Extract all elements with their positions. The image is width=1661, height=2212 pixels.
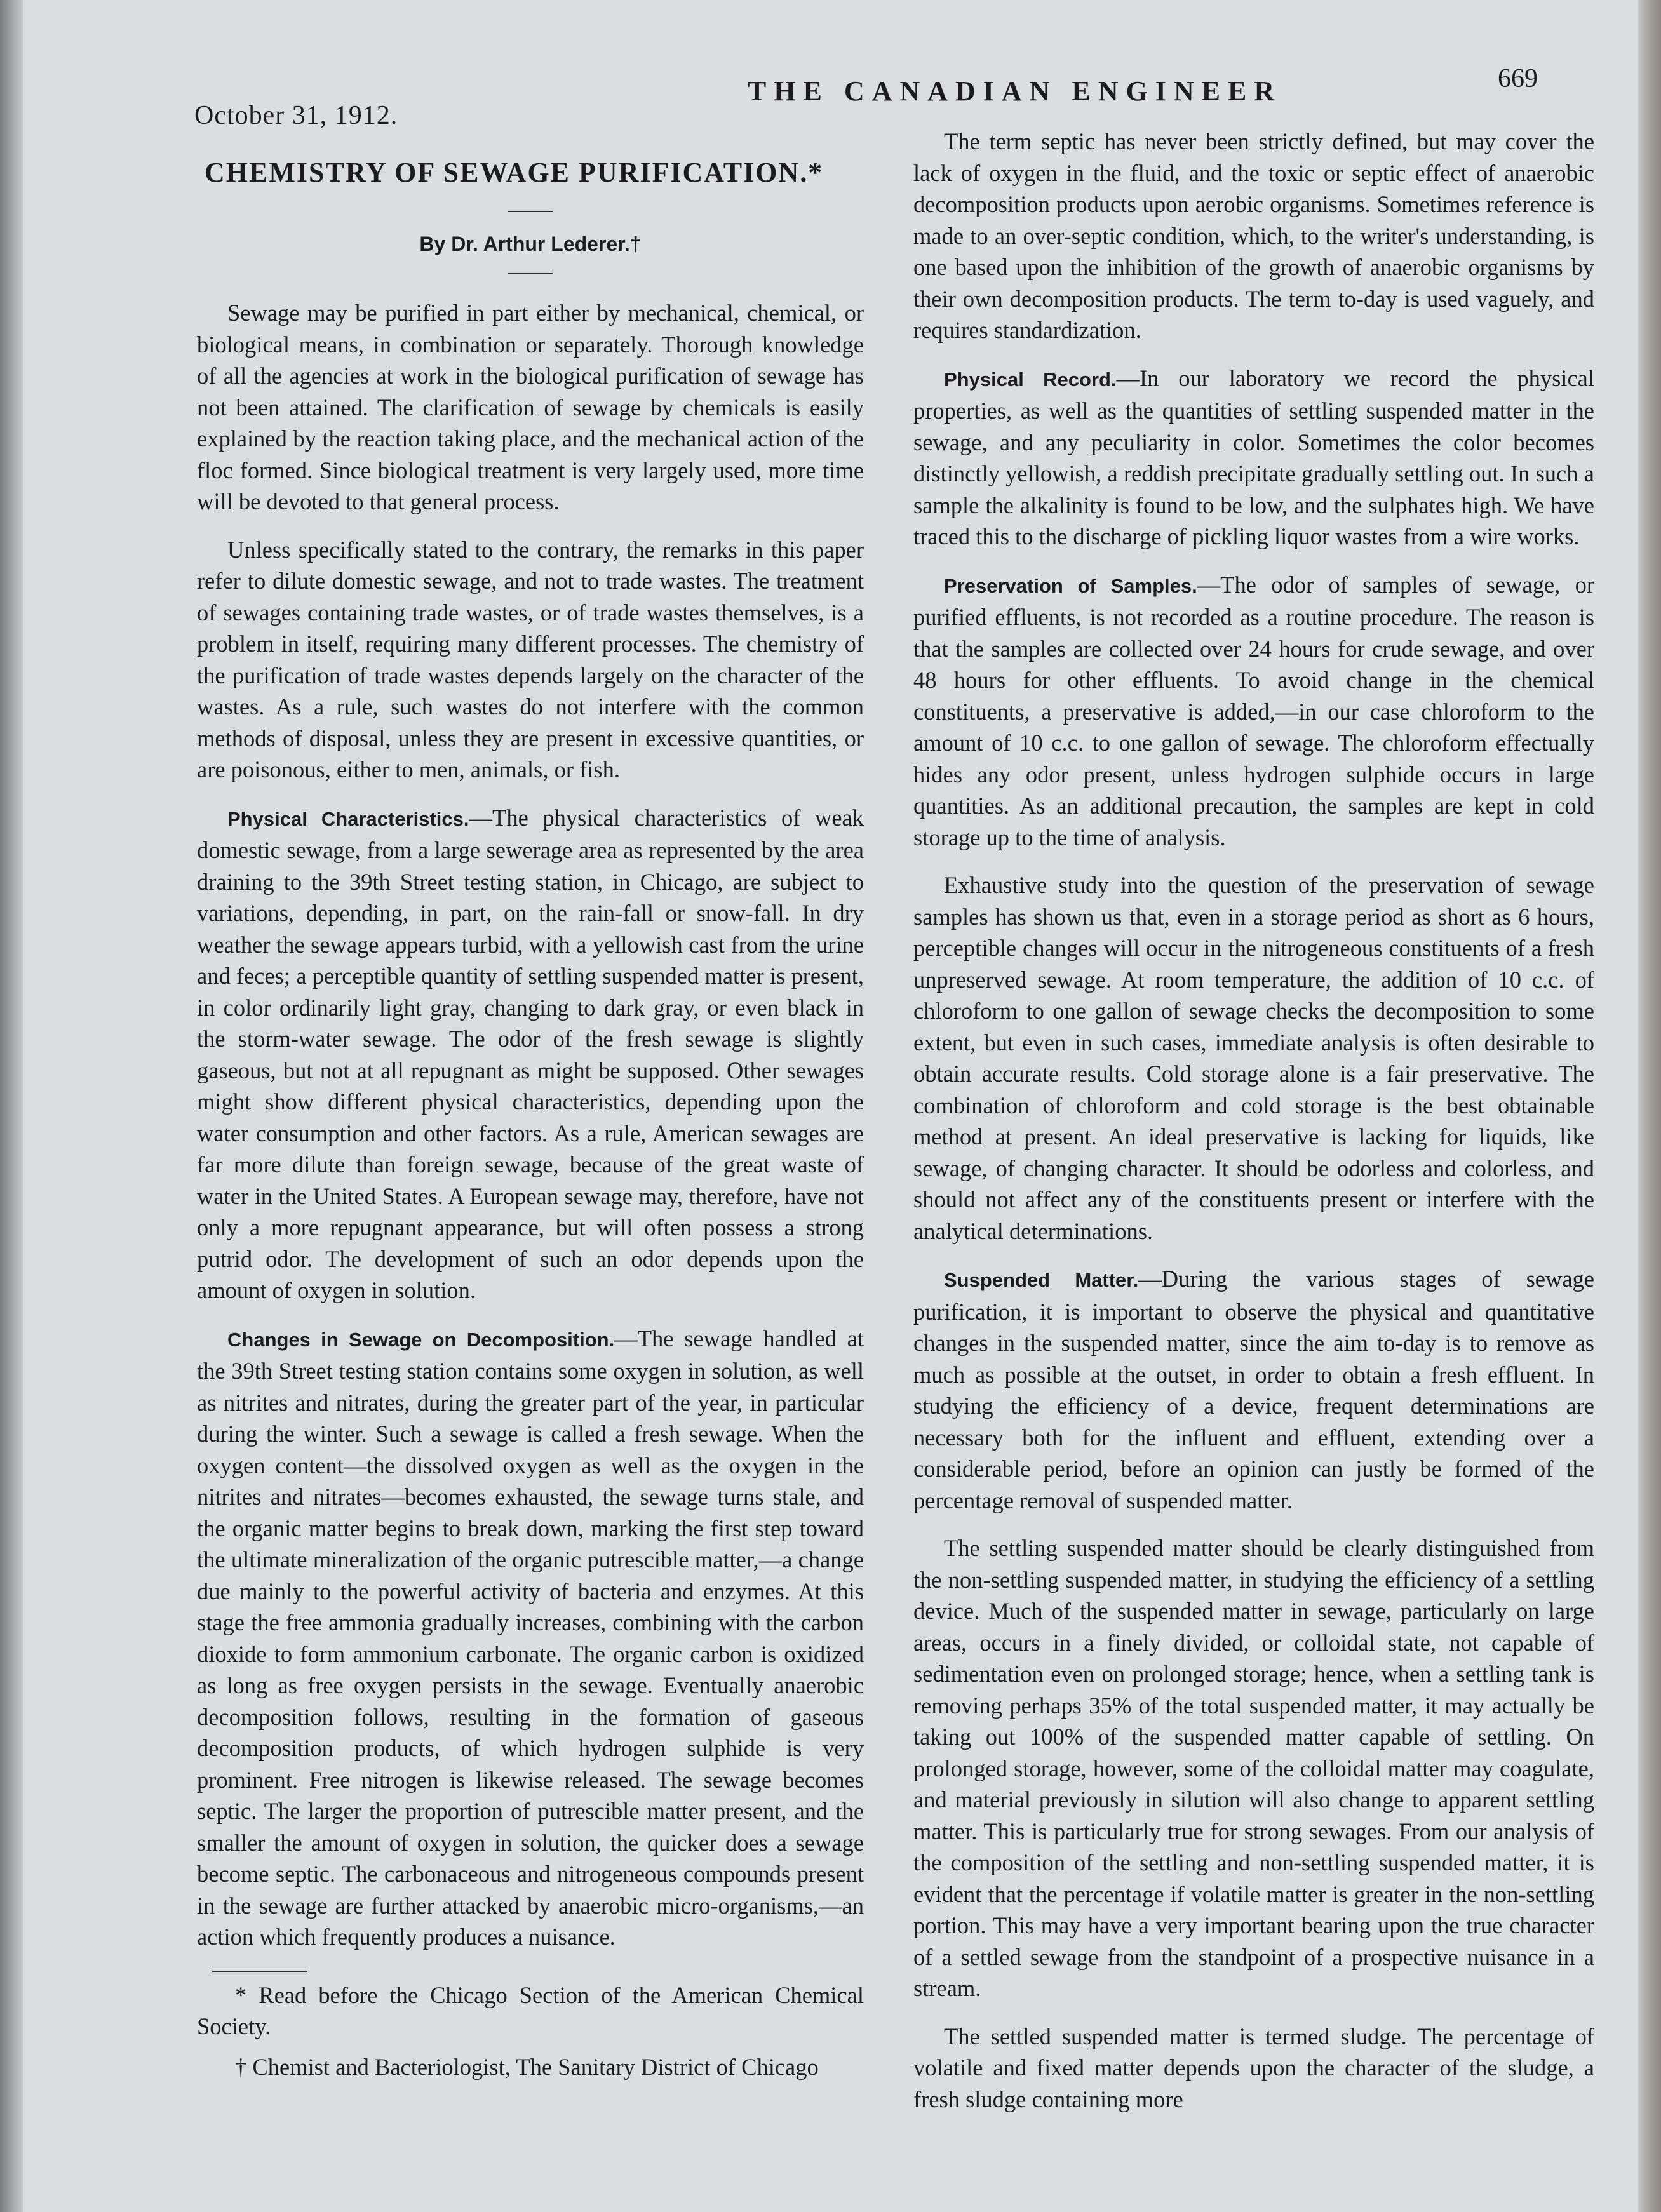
paragraph-sludge: The settled suspended matter is termed sludge. The percentage of volatile and fixed matter depends upon the character of the sludge, a fresh sludge containing more xyxy=(913,2023,1594,2112)
section-heading: Physical Characteristics. xyxy=(227,807,469,830)
section-physical-characteristics xyxy=(197,802,864,1306)
footnote-read-before: * Read before the Chicago Section of the American Chemical Society. xyxy=(197,1981,864,2039)
section-body: —The physical characteristics of weak domestic sewage, from a large sewerage area as represented by the area draining to the 39th Street testing station, in Chicago, are subject to variations, depending, in part, on the rain-fall or snow-fall. In dry weather the sewage appears turbid, with a yellowish cast from the urine and feces; a perceptible quantity of settling suspended matter is present, in color ordinarily light gray, changing to dark gray, or even black in the storm-water sewage. The odor of the fresh sewage is slightly gaseous, but not at all repugnant as might be supposed. Other sewages might show different physical characteristics, depending upon the water consumption and other factors. As a rule, American sewages are far more dilute than foreign sewage, because of the great waste of water in the United States. A European sewage may, therefore, have not only a more repugnant appearance, but will often possess a strong putrid odor. The development of such an odor depends upon the amount of oxygen in solution. xyxy=(197,804,864,1303)
page-edge-shadow xyxy=(1638,0,1661,2212)
title-rule xyxy=(508,211,553,212)
section-body: —In our laboratory we record the physical properties, as well as the quantities of settling suspended matter in the sewage, and any peculiarity in color. Sometimes the color becomes distinctly yellowish, a reddish precipitate gradually settling out. In such a sample the alkalinity is found to be low, and the sulphates high. We have traced this to the discharge of pickling liquor wastes from a wire works. xyxy=(913,365,1594,549)
page-number: 669 xyxy=(1498,64,1538,93)
section-body: —During the various stages of sewage purification, it is important to observe the physical and quantitative changes in the suspended matter, since the aim to-day is to remove as much as possible at the outset, in order to obtain a fresh effluent. In studying the efficiency of a device, frequent determinations are necessary both for the influent and effluent, extending over a considerable period, before an opinion can justly be formed of the percentage removal of suspended matter. xyxy=(913,1266,1595,1513)
paragraph-septic-definition: The term septic has never been strictly defined, but may cover the lack of oxygen in the fluid, and the toxic or septic effect of anaerobic decomposition products upon aerobic organisms. Sometimes reference is made to an over-septic condition, which, to the writer's understanding, is one based upon the inhibition of the growth of anaerobic organisms by their own decomposition products. The term to-day is used vaguely, and requires standardization. xyxy=(913,128,1594,343)
paragraph-settling-matter: The settling suspended matter should be clearly distinguished from the non-settling suspended matter, in studying the efficiency of a settling device. Much of the suspended matter in sewage, particularly on large areas, occurs in a finely divided, or colloidal state, not capable of sedimentation even on prolonged storage; hence, when a settling tank is removing perhaps 35% of the total suspended matter, it may actually be taking out 100% of the suspended matter capable of settling. On prolonged storage, however, some of the colloidal matter may coagulate, and material previously in silution will also change to apparent settling matter. This is particularly true for strong sewages. From our analysis of the composition of the settling and non-settling suspended matter, it is evident that the percentage if volatile matter is greater in the non-settling portion. This may have a very important bearing upon the true character of a settled sewage from the standpoint of a prospective nuisance in a stream. xyxy=(913,1535,1594,2001)
right-column xyxy=(913,126,1594,2115)
left-column xyxy=(197,154,864,2082)
footnote-rule xyxy=(212,1971,307,1972)
section-physical-record xyxy=(913,363,1594,553)
byline-rule xyxy=(508,273,553,274)
section-heading: Changes in Sewage on Decomposition. xyxy=(227,1328,615,1351)
section-body: —The odor of samples of sewage, or purified effluents, is not recorded as a routine procedure. The reason is that the samples are collected over 24 hours for crude sewage, and over 48 hours for other effluents. To avoid change in the chemical constituents, a preservative is added,—in our case chloroform to the amount of 10 c.c. to one gallon of sewage. The chloroform effectually hides any odor present, unless hydrogen sulphide occurs in large quantities. As an additional precaution, the samples are kept in cold storage up to the time of analysis. xyxy=(913,571,1594,850)
paragraph-scope: Unless specifically stated to the contrary, the remarks in this paper refer to dilute domestic sewage, and not to trade wastes. The treatment of sewages containing trade wastes, or of trade wastes themselves, is a problem in itself, requiring many different processes. The chemistry of the purification of trade wastes depends largely on the character of the wastes. As a rule, such wastes do not interfere with the common methods of disposal, unless they are present in excessive quantities, or are poisonous, either to men, animals, or fish. xyxy=(197,536,864,782)
section-suspended-matter xyxy=(913,1263,1594,1516)
section-heading: Suspended Matter. xyxy=(944,1269,1139,1291)
paragraph-intro: Sewage may be purified in part either by mechanical, chemical, or biological means, in combination or separately. Thorough knowledge of all the agencies at work in the biological purification of sewage has not been attained. The clarification of sewage by chemicals is easily explained by the reaction taking place, and the mechanical action of the floc formed. Since biological treatment is very largely used, more time will be devoted to that general process. xyxy=(197,300,864,514)
article-title: CHEMISTRY OF SEWAGE PURIFICATION.* xyxy=(205,157,824,188)
book-spine-shadow xyxy=(0,0,23,2212)
footnote-author: † Chemist and Bacteriologist, The Sanitary District of Chicago xyxy=(235,2053,819,2080)
issue-date: October 31, 1912. xyxy=(194,101,398,130)
paragraph-preservation-study: Exhaustive study into the question of the preservation of sewage samples has shown us that, even in a storage period as short as 6 hours, perceptible changes will occur in the nitrogeneous constituents of a fresh unpreserved sewage. At room temperature, the addition of 10 c.c. of chloroform to one gallon of sewage checks the decomposition to some extent, but even in such cases, immediate analysis is often desirable to obtain accurate results. Cold storage alone is a fair preservative. The combination of chloroform and cold storage is the best obtainable method at present. An ideal preservative is lacking for liquids, like sewage, of changing character. It should be odorless and colorless, and should not affect any of the constituents present or interfere with the analytical determinations. xyxy=(913,872,1594,1244)
section-preservation-of-samples xyxy=(913,569,1594,854)
article-byline: By Dr. Arthur Lederer.† xyxy=(419,232,642,255)
section-body: —The sewage handled at the 39th Street testing station contains some oxygen in solution, as well as nitrites and nitrates, during the greater part of the year, in particular during the winter. Such a sewage is called a fresh sewage. When the oxygen content—the dissolved oxygen as well as the oxygen in the nitrites and nitrates—becomes exhausted, the sewage turns stale, and the organic matter begins to break down, marking the first step toward the ultimate mineralization of the organic putrescible matter,—a change due mainly to the powerful activity of bacteria and enzymes. At this stage the free ammonia gradually increases, combining with the carbon dioxide to form ammonium carbonate. The organic carbon is oxidized as long as free oxygen persists in the sewage. Eventually anaerobic decomposition follows, resulting in the formation of gaseous decomposition products, of which hydrogen sulphide is very prominent. Free nitrogen is likewise released. The sewage becomes septic. The larger the proportion of putrescible matter present, and the smaller the amount of oxygen in solution, the quicker does a sewage become septic. The carbonaceous and nitrogeneous compounds present in the sewage are further attacked by anaerobic micro-organisms,—an action which frequently produces a nuisance. xyxy=(197,1325,864,1950)
section-heading: Physical Record. xyxy=(944,368,1117,391)
journal-page xyxy=(23,0,1638,2212)
section-changes-on-decomposition xyxy=(197,1323,864,1953)
section-heading: Preservation of Samples. xyxy=(944,574,1197,597)
journal-title: THE CANADIAN ENGINEER xyxy=(747,76,1282,107)
